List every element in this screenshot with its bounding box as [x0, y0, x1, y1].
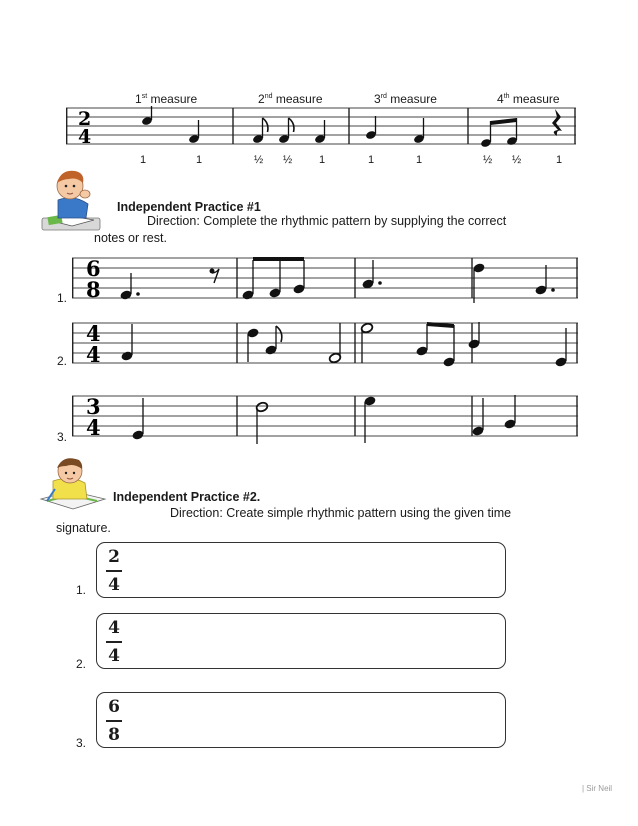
answer-box-3[interactable]: [96, 692, 506, 748]
quarter-note-icon: [467, 322, 480, 350]
svg-text:6: 6: [86, 256, 101, 281]
fraction-top: 2: [108, 547, 120, 567]
row-number-3: 3.: [57, 430, 68, 444]
eighth-note-icon: [278, 118, 294, 144]
fraction-bottom: 8: [108, 725, 120, 745]
quarter-note-icon: [471, 398, 484, 437]
count-7: 1: [416, 154, 423, 166]
measure-label-4: 4th measure: [497, 92, 560, 106]
time-signature-fraction: [106, 549, 122, 594]
answer-box-1[interactable]: [96, 542, 506, 598]
measure-label-3: 3rd measure: [374, 92, 437, 106]
practice1-direction-cont: notes or rest.: [94, 231, 167, 245]
writing-boy-icon: [37, 455, 107, 522]
practice1-heading: Independent Practice #1: [117, 200, 261, 214]
row-number-2: 2.: [57, 354, 68, 368]
count-3: ½: [254, 154, 264, 166]
eighth-note-icon: [241, 257, 305, 301]
quarter-note-icon: [472, 262, 485, 303]
count-9: ½: [512, 154, 522, 166]
eighth-rest-icon: [210, 269, 220, 284]
answer-number-3: 3.: [76, 736, 87, 750]
practice2-direction-cont: signature.: [56, 521, 111, 535]
practice-staff-3: [72, 393, 580, 445]
fraction-top: 6: [108, 697, 120, 717]
quarter-note-icon: [413, 118, 425, 144]
svg-text:2: 2: [78, 108, 92, 130]
svg-text:4: 4: [86, 321, 101, 346]
example-staff: [66, 106, 578, 152]
fraction-bar: [106, 720, 122, 722]
row-number-1: 1.: [57, 291, 68, 305]
answer-number-2: 2.: [76, 657, 87, 671]
eighth-note-icon: [415, 322, 455, 368]
dotted-quarter-note-icon: [119, 273, 139, 301]
fraction-bar: [106, 570, 122, 572]
eighth-note-icon: [252, 118, 268, 144]
quarter-note-icon: [188, 120, 200, 144]
fraction-bar: [106, 641, 122, 643]
svg-text:3: 3: [86, 394, 101, 419]
count-10: 1: [556, 154, 563, 166]
count-2: 1: [196, 154, 203, 166]
footer-credit: | Sir Neil: [582, 784, 613, 793]
quarter-note-icon: [246, 327, 259, 362]
answer-box-2[interactable]: [96, 613, 506, 669]
dotted-quarter-note-icon: [361, 260, 381, 290]
quarter-note-icon: [365, 116, 377, 140]
fraction-bottom: 4: [108, 575, 120, 595]
time-signature-fraction: [106, 699, 122, 744]
half-note-icon: [255, 401, 268, 444]
count-5: 1: [319, 154, 326, 166]
time-signature-fraction: [106, 620, 122, 665]
eighth-note-icon: [264, 326, 281, 356]
fraction-top: 4: [108, 618, 120, 638]
quarter-rest-icon: [552, 109, 562, 136]
count-4: ½: [283, 154, 293, 166]
dotted-quarter-note-icon: [534, 265, 554, 296]
svg-text:4: 4: [78, 126, 92, 148]
quarter-note-icon: [314, 120, 326, 144]
count-6: 1: [368, 154, 375, 166]
quarter-note-icon: [131, 398, 144, 441]
practice1-direction: Direction: Complete the rhythmic pattern by supplying the correct: [147, 214, 507, 228]
quarter-note-icon: [554, 328, 567, 368]
measure-label-1: 1st measure: [135, 92, 198, 106]
practice-staff-1: [72, 255, 580, 303]
practice-staff-2: [72, 320, 580, 368]
measure-label-2: 2nd measure: [258, 92, 323, 106]
practice2-direction: Direction: Create simple rhythmic pattern using the given time: [170, 506, 512, 520]
count-1: 1: [140, 154, 147, 166]
quarter-note-icon: [141, 106, 153, 126]
fraction-bottom: 4: [108, 646, 120, 666]
svg-text:4: 4: [86, 342, 101, 367]
svg-text:4: 4: [86, 415, 101, 440]
count-8: ½: [483, 154, 493, 166]
svg-text:8: 8: [86, 277, 101, 302]
quarter-note-icon: [503, 395, 516, 430]
answer-number-1: 1.: [76, 583, 87, 597]
practice2-heading: Independent Practice #2.: [113, 490, 261, 504]
